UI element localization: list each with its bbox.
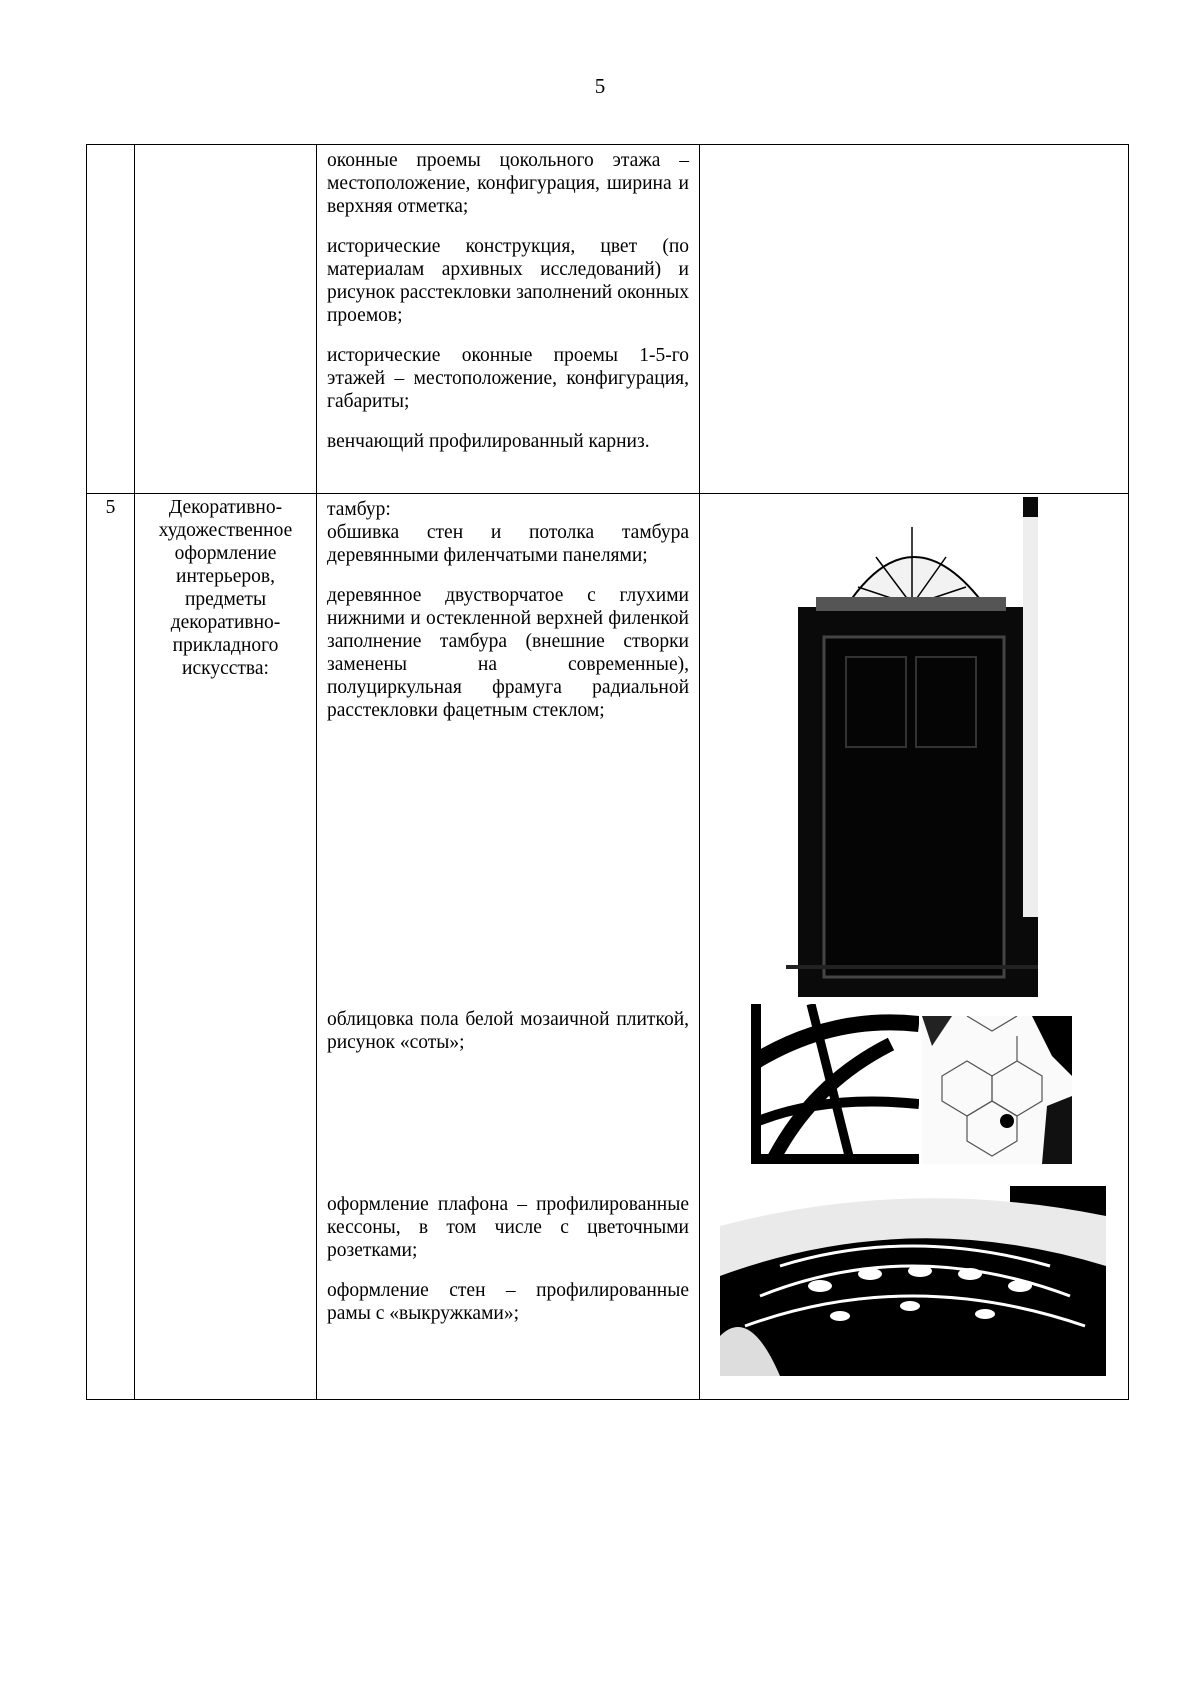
category-text: Декоративно-художественное оформление интерьеров, предметы декоративно-прикладного искусства: <box>135 494 317 1400</box>
category-cell-empty <box>135 145 317 494</box>
description-item: оконные проемы цокольного этажа – местоположение, конфигурация, ширина и верхняя отметка; <box>327 150 689 217</box>
tambour-door-photo <box>786 497 1038 997</box>
number-cell-empty <box>87 145 135 494</box>
table-row-continued <box>87 145 1129 494</box>
description-item: деревянное двустворчатое с глухими нижними и остекленной верхней филенкой заполнение тамбура (внешние створки заменены на современные), полуциркульная фрамуга радиальной расстекловки фацетным стеклом; <box>327 585 689 721</box>
description-item: облицовка пола белой мозаичной плиткой, рисунок «соты»; <box>327 1009 689 1053</box>
row-number: 5 <box>87 494 135 1400</box>
photo-cell <box>700 494 1129 1400</box>
description-cell <box>317 145 700 494</box>
table-row-5 <box>87 494 1129 1400</box>
description-item: обшивка стен и потолка тамбура деревянными филенчатыми панелями; <box>327 522 689 566</box>
description-item: венчающий профилированный карниз. <box>327 431 650 452</box>
description-cell <box>317 494 700 1400</box>
floor-mosaic-photo <box>751 1004 919 1164</box>
description-item: оформление стен – профилированные рамы с «выкружками»; <box>327 1280 689 1324</box>
description-item: оформление плафона – профилированные кессоны, в том числе с цветочными розетками; <box>327 1194 689 1261</box>
photo-cell-empty <box>700 145 1129 494</box>
page-number: 5 <box>594 74 606 98</box>
description-item: исторические конструкция, цвет (по материалам архивных исследований) и рисунок расстекловки заполнений оконных проемов; <box>327 236 689 326</box>
tambour-heading: тамбур: <box>327 499 391 520</box>
ceiling-coffers-photo <box>720 1186 1106 1376</box>
heritage-table <box>86 144 1129 1400</box>
floor-tile-honeycomb-photo <box>922 1016 1072 1164</box>
description-item: исторические оконные проемы 1-5-го этажей – местоположение, конфигурация, габариты; <box>327 345 689 412</box>
